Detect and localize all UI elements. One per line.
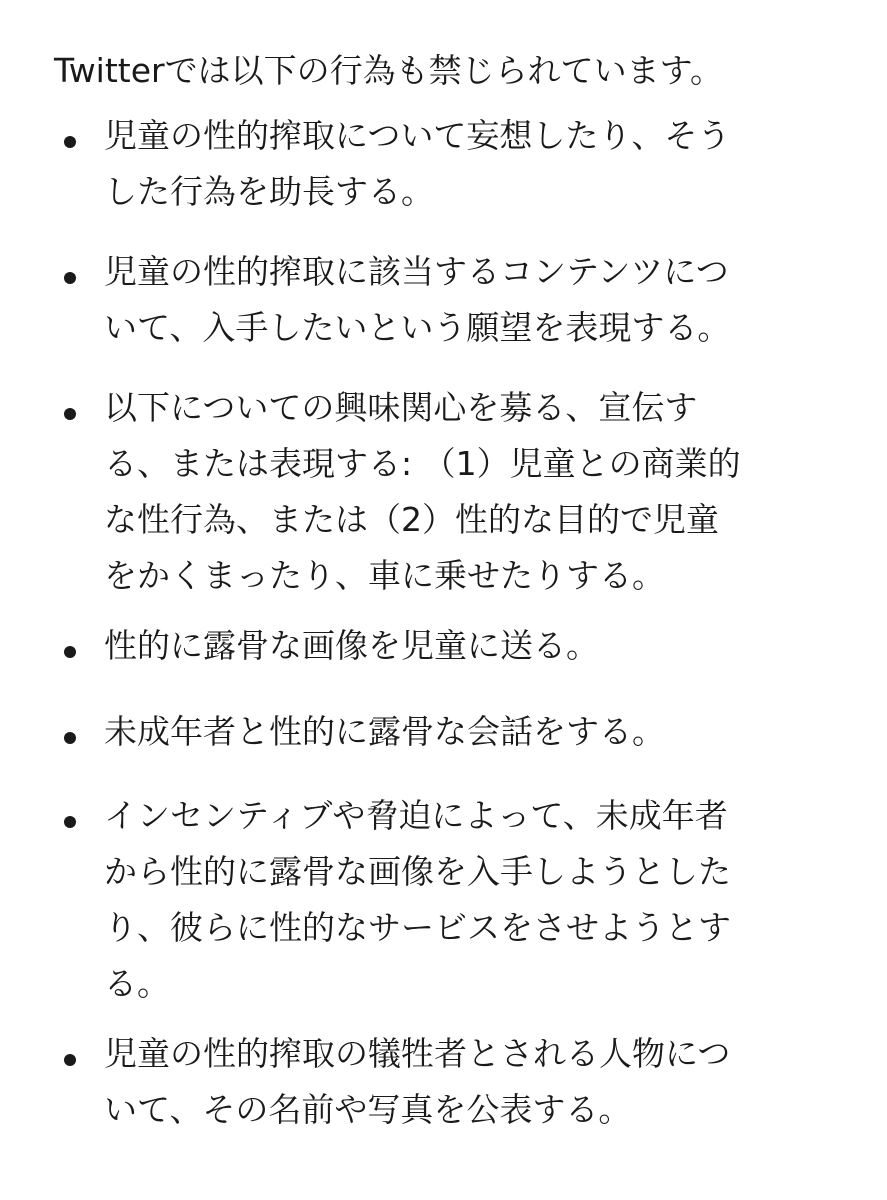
list-item-line: 児童の性的搾取に該当するコンテンツにつ — [104, 252, 729, 291]
list-item-line: 児童の性的搾取の犠牲者とされる人物につ — [104, 1034, 731, 1073]
list-item-line: 性的に露骨な画像を児童に送る。 — [104, 626, 599, 665]
bullet-dot — [64, 136, 76, 148]
list-item-line: いて、入手したいという願望を表現する。 — [104, 308, 731, 347]
list-item-line: 以下についての興味関心を募る、宣伝す — [104, 388, 698, 427]
list-item-text — [104, 244, 804, 356]
bullet-dot — [64, 646, 76, 658]
bullet-dot — [64, 816, 76, 828]
list-item-line: 未成年者と性的に露骨な会話をする。 — [104, 712, 665, 751]
list-item-text — [104, 108, 804, 220]
intro-paragraph: Twitterでは以下の行為も禁じられています。 — [54, 51, 723, 90]
list-item-text — [104, 618, 804, 674]
list-item-line: り、彼らに性的なサービスをさせようとす — [104, 908, 731, 947]
bullet-dot — [64, 408, 76, 420]
bullet-dot — [64, 732, 76, 744]
list-item-text — [104, 704, 804, 760]
list-item-line: る。 — [104, 964, 170, 1003]
list-item-text — [104, 1026, 804, 1138]
list-item-line: インセンティブや脅迫によって、未成年者 — [104, 796, 728, 835]
list-item-text — [104, 380, 804, 604]
list-item-line: いて、その名前や写真を公表する。 — [104, 1090, 632, 1129]
list-item-line: をかくまったり、車に乗せたりする。 — [104, 556, 665, 595]
list-item-text — [104, 788, 804, 1012]
list-item-line: した行為を助長する。 — [104, 172, 434, 211]
bullet-dot — [64, 1054, 76, 1066]
list-item-line: な性行為、または（2）性的な目的で児童 — [104, 500, 719, 539]
list-item-line: る、または表現する: （1）児童との商業的 — [104, 444, 741, 483]
list-item-line: から性的に露骨な画像を入手しようとした — [104, 852, 731, 891]
list-item-line: 児童の性的搾取について妄想したり、そう — [104, 116, 731, 155]
bullet-dot — [64, 272, 76, 284]
